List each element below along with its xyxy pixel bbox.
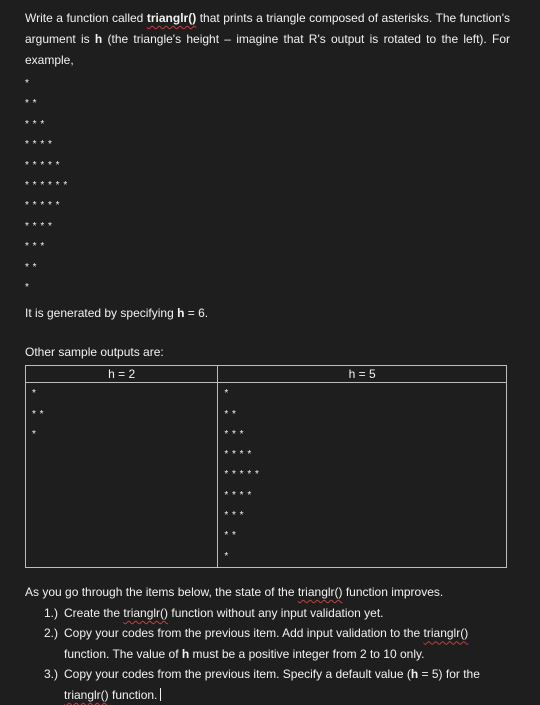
star-line: * * * * * (25, 159, 61, 171)
cell-h2 (26, 383, 218, 568)
item-text: Create the (64, 605, 124, 620)
list-item (25, 603, 510, 624)
item-text: Copy your codes from the previous item. Add input validation to the (64, 626, 424, 641)
list-item (25, 623, 510, 664)
star-line: * * * * (25, 139, 53, 151)
function-name: trianglr() (64, 687, 109, 702)
star-line: * * * * (224, 449, 252, 461)
cell-h5 (218, 383, 507, 568)
improve-text-1: As you go through the items below, the state of the (25, 584, 298, 599)
star-line: * * * * (25, 220, 53, 232)
table-row (26, 383, 507, 568)
star-line: * (32, 388, 37, 400)
param-h: h (177, 306, 185, 321)
param-h: h (94, 32, 103, 46)
item-text: function. The value of (64, 646, 182, 661)
header-h5: h = 5 (218, 366, 507, 383)
other-samples-label: Other sample outputs are: (25, 345, 164, 360)
star-line: * * (224, 408, 237, 420)
star-line: * * (25, 98, 38, 110)
item-text: Copy your codes from the previous item. Specify a default value ( (64, 667, 411, 682)
star-line: * * * * * (224, 469, 260, 481)
param-h: h (410, 667, 419, 682)
intro-paragraph (25, 8, 510, 71)
item-number: 1.) (44, 605, 59, 620)
star-line: * * (25, 261, 38, 273)
star-line: * * * * * * (25, 179, 68, 191)
sample-outputs-table (25, 365, 507, 568)
item-number: 2.) (44, 626, 59, 641)
star-line: * * * (224, 510, 245, 522)
function-name: trianglr() (146, 11, 197, 25)
item-text: must be a positive integer from 2 to 10 only. (189, 646, 425, 661)
star-line: * (25, 281, 30, 293)
generated-text-1: It is generated by specifying (25, 306, 178, 321)
star-line: * * (224, 530, 237, 542)
text-cursor[interactable] (160, 688, 161, 701)
star-line: * (32, 428, 37, 440)
table-header-row (26, 366, 507, 383)
header-h2: h = 2 (26, 366, 218, 383)
intro-text-1: Write a function called (25, 11, 147, 25)
generated-text-2: = 6. (184, 306, 209, 321)
document (25, 0, 510, 705)
list-item (25, 664, 510, 705)
function-name: trianglr() (423, 626, 469, 641)
star-line: * (224, 550, 229, 562)
item-text: function. (108, 687, 158, 702)
triangle-h2 (32, 383, 217, 445)
function-name: trianglr() (123, 605, 169, 620)
star-line: * * * * (224, 489, 252, 501)
improve-text-2: function improves. (342, 584, 444, 599)
star-line: * (25, 78, 30, 89)
star-line: * * * (25, 241, 45, 253)
param-h: h (181, 646, 190, 661)
intro-text-3: (the triangle's height – imagine that R's output is rotated to the left). For example, (25, 32, 510, 67)
star-line: * * * (224, 428, 245, 440)
star-line: * (224, 388, 229, 400)
task-list (25, 603, 510, 705)
item-text: = 5) for the (418, 667, 480, 682)
star-line: * * (32, 408, 45, 420)
triangle-h5 (224, 383, 506, 567)
item-number: 3.) (44, 667, 59, 682)
star-line: * * * * * (25, 200, 61, 212)
intro-text-2: that prints a triangle composed of asterisks. The function's argument is (25, 11, 511, 46)
star-line: * * * (25, 118, 45, 130)
example-triangle (25, 74, 510, 298)
function-name: trianglr() (297, 584, 343, 599)
item-text: function without any input validation yet. (168, 605, 384, 620)
improve-paragraph (25, 582, 510, 602)
generated-note (25, 304, 510, 322)
